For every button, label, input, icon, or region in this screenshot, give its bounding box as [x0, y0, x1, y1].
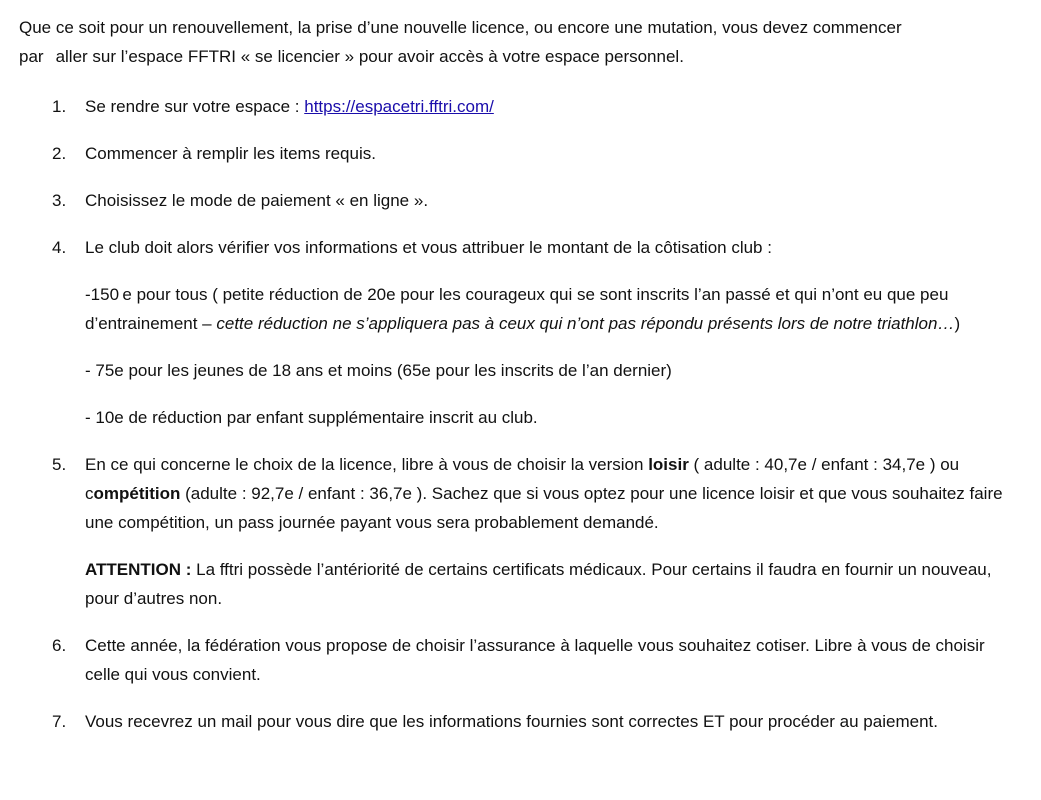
list-item-step-6	[19, 631, 1021, 689]
list-item-step-1	[19, 92, 1021, 121]
step-6-text: Cette année, la fédération vous propose de choisir l’assurance à laquelle vous souhaitez cotiser. Libre à vous de choisir celle qui vous convient.	[85, 636, 985, 684]
step-7-text: Vous recevrez un mail pour vous dire que les informations fournies sont correctes ET pour procéder au paiement.	[85, 712, 938, 731]
licence-competition-label: ompétition	[93, 484, 181, 503]
step-5-text	[85, 450, 1021, 537]
step-5-text-part: En ce qui concerne le choix de la licence, libre à vous de choisir la version	[85, 455, 649, 474]
step-number: 6.	[52, 636, 67, 655]
step-2-text: Commencer à remplir les items requis.	[85, 144, 376, 163]
step-4-text: Le club doit alors vérifier vos informations et vous attribuer le montant de la côtisation club :	[85, 238, 772, 257]
step-number: 5.	[52, 455, 67, 474]
reduction-enfant-text: - 10e de réduction par enfant supplémentaire inscrit au club.	[85, 408, 538, 427]
intro-paragraph	[19, 13, 1021, 71]
attention-label: ATTENTION :	[85, 560, 192, 579]
tarif-adulte-paragraph	[85, 280, 1021, 338]
step-5-text-part: (adulte : 92,7e / enfant : 36,7e ). Sachez que si vous optez pour une licence loisir et que vous souhaitez faire une compétition, un pass journée payant vous sera probablement demandé.	[85, 484, 1003, 532]
list-item-step-7	[19, 707, 1021, 736]
intro-line-2-start: par	[19, 47, 44, 66]
list-item-step-5	[19, 450, 1021, 613]
attention-paragraph	[85, 555, 1021, 613]
list-item-step-2	[19, 139, 1021, 168]
step-3-text: Choisissez le mode de paiement « en ligne ».	[85, 191, 429, 210]
step-number: 7.	[52, 712, 67, 731]
tarif-jeunes-text: - 75e pour les jeunes de 18 ans et moins (65e pour les inscrits de l’an dernier)	[85, 361, 672, 380]
list-item-step-3	[19, 186, 1021, 215]
intro-line-2-rest: aller sur l’espace FFTRI « se licencier » pour avoir accès à votre espace personnel.	[55, 47, 684, 66]
tarif-adulte-note: cette réduction ne s’appliquera pas à ceux qui n’ont pas répondu présents lors de notre triathlon…	[216, 314, 955, 333]
attention-text: La fftri possède l’antériorité de certains certificats médicaux. Pour certains il faudra en fournir un nouveau, pour d’autres non.	[85, 560, 992, 608]
step-5-text-part: ( adulte : 40,7e / enfant : 34,7e ) ou c	[85, 455, 960, 503]
tarif-adulte-close: )	[954, 314, 961, 333]
espacetri-link[interactable]: https://espacetri.fftri.com/	[304, 97, 494, 116]
step-number: 4.	[52, 238, 67, 257]
step-number: 1.	[52, 97, 67, 116]
list-item-step-4	[19, 233, 1021, 432]
steps-list	[19, 92, 1021, 736]
intro-line-1: Que ce soit pour un renouvellement, la prise d’une nouvelle licence, ou encore une mutation, vous devez commencer	[19, 18, 902, 37]
tarif-adulte-text: -150 e pour tous ( petite réduction de 20e pour les courageux qui se sont inscrits l’an passé et qui n’ont eu que peu d’entrainement –	[85, 285, 949, 333]
step-number: 2.	[52, 144, 67, 163]
step-1-text: Se rendre sur votre espace :	[85, 97, 305, 116]
licence-loisir-label: loisir	[648, 455, 689, 474]
step-number: 3.	[52, 191, 67, 210]
